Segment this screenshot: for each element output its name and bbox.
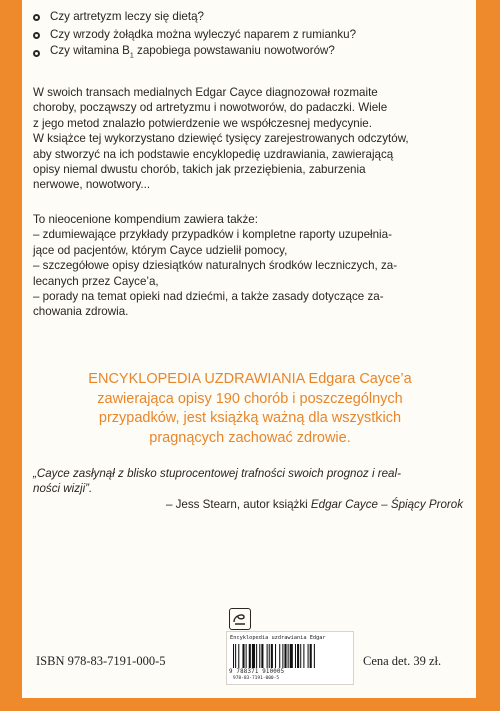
barcode-icon xyxy=(233,644,347,670)
contents-line: chowania zdrowia. xyxy=(33,305,129,319)
contents-paragraph xyxy=(33,212,463,320)
highlight-line: zawierająca opisy 190 chorób i poszczególnych xyxy=(97,390,403,407)
attribution-title: Edgar Cayce – Śpiący Prorok xyxy=(310,497,463,511)
barcode-bar xyxy=(269,644,270,668)
price-text: Cena det. 39 zł. xyxy=(363,654,442,668)
contents-line: lecanych przez Cayce’a, xyxy=(33,274,159,288)
contents-line: – szczegółowe opisy dziesiątków naturalnych środków leczniczych, za- xyxy=(33,259,398,273)
intro-line: W swoich transach medialnych Edgar Cayce diagnozował rozmaite xyxy=(33,86,378,99)
barcode-isbn: 978-83-7191-000-5 xyxy=(233,676,280,681)
barcode-number: 9 788371 910005 xyxy=(229,669,285,675)
question-part: Czy artretyzm leczy się dietą? xyxy=(50,10,204,24)
barcode-bar xyxy=(235,644,236,668)
question-item xyxy=(33,26,453,44)
question-part: Czy witamina B xyxy=(50,43,130,57)
barcode-bar xyxy=(300,644,301,668)
question-list xyxy=(33,8,453,62)
barcode-bar xyxy=(261,644,263,668)
barcode-bar xyxy=(249,644,251,668)
quote-text xyxy=(33,466,463,497)
question-subscript: 1 xyxy=(129,51,134,59)
question-part: zapobiega powstawaniu nowotworów? xyxy=(133,43,335,57)
question-item xyxy=(33,44,453,62)
attribution-prefix: – Jess Stearn, autor książki xyxy=(165,497,311,511)
question-text xyxy=(50,9,204,24)
barcode-bar xyxy=(279,644,280,668)
barcode-bar xyxy=(297,644,299,668)
barcode-bar xyxy=(256,644,257,668)
quote-line: ności wizji”. xyxy=(33,482,93,496)
barcode-bar xyxy=(242,644,244,668)
isbn-text: ISBN 978-83-7191-000-5 xyxy=(36,654,166,668)
barcode-bar xyxy=(310,644,312,668)
contents-line: – zdumiewające przykłady przypadków i kompletne raporty uzupełnia- xyxy=(33,228,392,242)
barcode-bar xyxy=(267,644,268,668)
intro-line: aby stworzyć na ich podstawie encyklopedię uzdrawiania, zawierającą xyxy=(33,147,394,161)
question-part: Czy wrzody żołądka można wyleczyć naparem z rumianku? xyxy=(50,28,357,42)
contents-line: To nieocenione kompendium zawiera także: xyxy=(33,213,258,226)
barcode-bar xyxy=(252,644,255,668)
quote-line: „Cayce zasłynął z blisko stuprocentowej trafności swoich prognoz i real- xyxy=(33,467,401,480)
quote-block xyxy=(33,466,463,512)
bullet-icon xyxy=(33,32,40,39)
intro-line: z jego metod znalazło potwierdzenie we współczesnej medycynie. xyxy=(33,116,372,130)
bullet-icon xyxy=(33,14,40,21)
intro-line: opisy niemal dwustu chorób, takich jak przeziębienia, zaburzenia xyxy=(33,163,366,177)
intro-paragraph xyxy=(33,85,463,193)
highlight-line: przypadków, jest książką ważną dla wszystkich xyxy=(98,410,402,426)
intro-line: W książce tej wykorzystano dziewięć tysięcy zarejestrowanych odczytów, xyxy=(33,132,409,146)
barcode-bar xyxy=(271,644,273,668)
barcode-bar xyxy=(233,644,234,668)
contents-line: jące od pacjentów, którym Cayce udzielił pomocy, xyxy=(33,243,288,257)
barcode-bar xyxy=(295,644,296,668)
barcode-bar xyxy=(259,644,260,668)
question-text xyxy=(50,27,356,42)
barcode-bar xyxy=(288,644,289,668)
barcode-title: Encyklopedia uzdrawiania Edgar xyxy=(230,635,326,641)
question-text xyxy=(50,43,335,64)
quote-attribution xyxy=(33,497,463,512)
barcode-bar xyxy=(275,644,276,668)
intro-line: choroby, począwszy od artretyzmu i nowotworów, do padaczki. Wiele xyxy=(33,101,388,115)
barcode-bar xyxy=(284,644,286,668)
barcode-bar xyxy=(314,644,315,668)
highlight-line: ENCYKLOPEDIA UZDRAWIANIA Edgara Cayce’a xyxy=(88,371,412,387)
highlight-line: pragnących zachować zdrowie. xyxy=(149,429,351,446)
question-item xyxy=(33,8,453,26)
barcode-bar xyxy=(282,644,283,668)
barcode-label xyxy=(226,631,354,685)
barcode-bar xyxy=(308,644,309,668)
barcode-bar xyxy=(290,644,293,668)
barcode-bar xyxy=(246,644,247,668)
barcode-bar xyxy=(303,644,304,668)
highlight-blurb xyxy=(40,370,460,448)
barcode-bar xyxy=(238,644,239,668)
contents-line: – porady na temat opieki nad dziećmi, a także zasady dotyczące za- xyxy=(33,290,384,304)
intro-line: nerwowe, nowotwory... xyxy=(33,178,151,192)
publisher-logo-icon xyxy=(229,608,251,630)
bullet-icon xyxy=(33,50,40,57)
